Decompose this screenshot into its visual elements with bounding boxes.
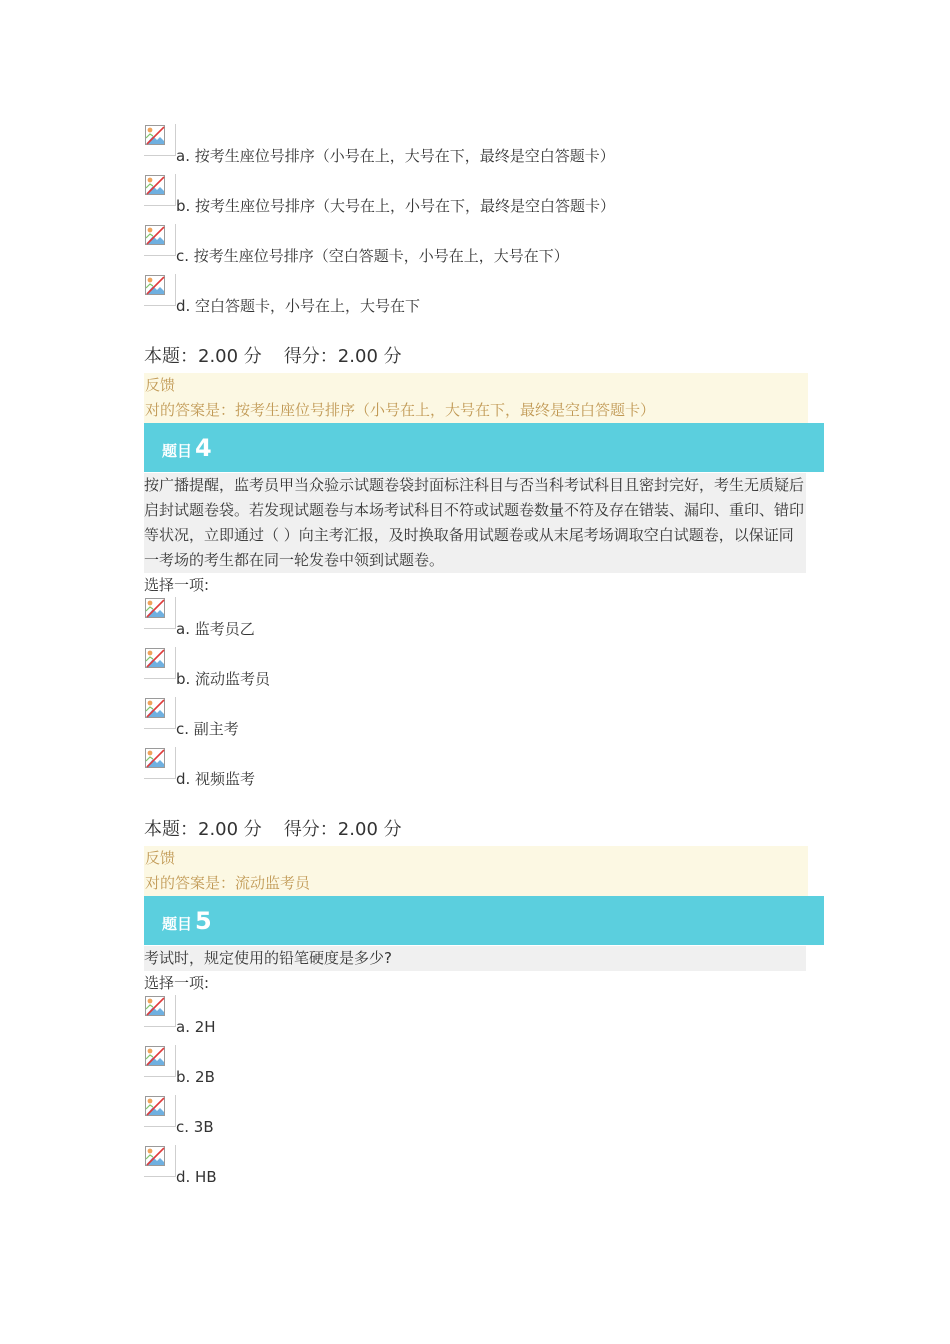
option-label: b. 按考生座位号排序（大号在上，小号在下，最终是空白答题卡） (176, 197, 616, 215)
broken-image-icon[interactable] (144, 647, 176, 679)
feedback-title: 反馈 (145, 376, 176, 394)
feedback-answer: 对的答案是：按考生座位号排序（小号在上，大号在下，最终是空白答题卡） (145, 401, 656, 419)
question-number: 4 (195, 433, 212, 462)
q5-prompt: 选择一项: (144, 974, 210, 992)
broken-image-icon[interactable] (144, 174, 176, 206)
broken-image-icon[interactable] (144, 747, 176, 779)
q3-options (144, 124, 806, 324)
option-label: a. 2H (176, 1018, 216, 1036)
q3-option-c[interactable] (144, 224, 806, 274)
q3-option-d[interactable] (144, 274, 806, 324)
question-label: 题目 (162, 915, 193, 933)
option-label: a. 监考员乙 (176, 620, 255, 638)
q5-option-c[interactable] (144, 1095, 806, 1145)
q5-option-a[interactable] (144, 995, 806, 1045)
broken-image-icon[interactable] (144, 1095, 176, 1127)
option-label: b. 2B (176, 1068, 215, 1086)
q4-option-a[interactable] (144, 597, 806, 647)
earned-score: 得分：2.00 分 (283, 346, 402, 367)
option-label: c. 3B (176, 1118, 214, 1136)
option-label: c. 按考生座位号排序（空白答题卡，小号在上，大号在下） (176, 247, 569, 265)
option-label: d. HB (176, 1168, 217, 1186)
question-number: 5 (195, 906, 212, 935)
q3-score-line (144, 345, 806, 369)
broken-image-icon[interactable] (144, 597, 176, 629)
question-score: 本题：2.00 分 (144, 819, 262, 840)
broken-image-icon[interactable] (144, 274, 176, 306)
q3-option-b[interactable] (144, 174, 806, 224)
broken-image-icon[interactable] (144, 1145, 176, 1177)
q5-question-text: 考试时，规定使用的铅笔硬度是多少? (144, 946, 806, 971)
q4-option-b[interactable] (144, 647, 806, 697)
q3-option-a[interactable] (144, 124, 806, 174)
feedback-answer: 对的答案是：流动监考员 (145, 874, 311, 892)
q4-prompt: 选择一项: (144, 576, 210, 594)
option-label: d. 空白答题卡，小号在上，大号在下 (176, 297, 421, 315)
option-label: c. 副主考 (176, 720, 239, 738)
question-label: 题目 (162, 442, 193, 460)
broken-image-icon[interactable] (144, 995, 176, 1027)
q4-option-d[interactable] (144, 747, 806, 797)
feedback-title: 反馈 (145, 849, 176, 867)
broken-image-icon[interactable] (144, 697, 176, 729)
q4-feedback (144, 846, 808, 896)
q4-option-c[interactable] (144, 697, 806, 747)
option-label: b. 流动监考员 (176, 670, 271, 688)
q5-option-b[interactable] (144, 1045, 806, 1095)
q4-score-line (144, 818, 806, 842)
question-score: 本题：2.00 分 (144, 346, 262, 367)
q4-header (144, 423, 824, 472)
broken-image-icon[interactable] (144, 1045, 176, 1077)
q5-options (144, 995, 806, 1195)
broken-image-icon[interactable] (144, 224, 176, 256)
q4-options (144, 597, 806, 797)
earned-score: 得分：2.00 分 (283, 819, 402, 840)
option-label: d. 视频监考 (176, 770, 256, 788)
option-label: a. 按考生座位号排序（小号在上，大号在下，最终是空白答题卡） (176, 147, 615, 165)
q4-question-text: 按广播提醒，监考员甲当众验示试题卷袋封面标注科目与否当科考试科目且密封完好，考生无质疑后启封试题卷袋。若发现试题卷与本场考试科目不符或试题卷数量不符及存在错装、漏印、重印、错印等状况，立即通过（ ）向主考汇报，及时换取备用试题卷或从末尾考场调取空白试题卷，以保证同一考场的考生都在同一轮发卷中领到试题卷。 (144, 473, 806, 573)
q5-option-d[interactable] (144, 1145, 806, 1195)
broken-image-icon[interactable] (144, 124, 176, 156)
q5-header (144, 896, 824, 945)
q3-feedback (144, 373, 808, 423)
